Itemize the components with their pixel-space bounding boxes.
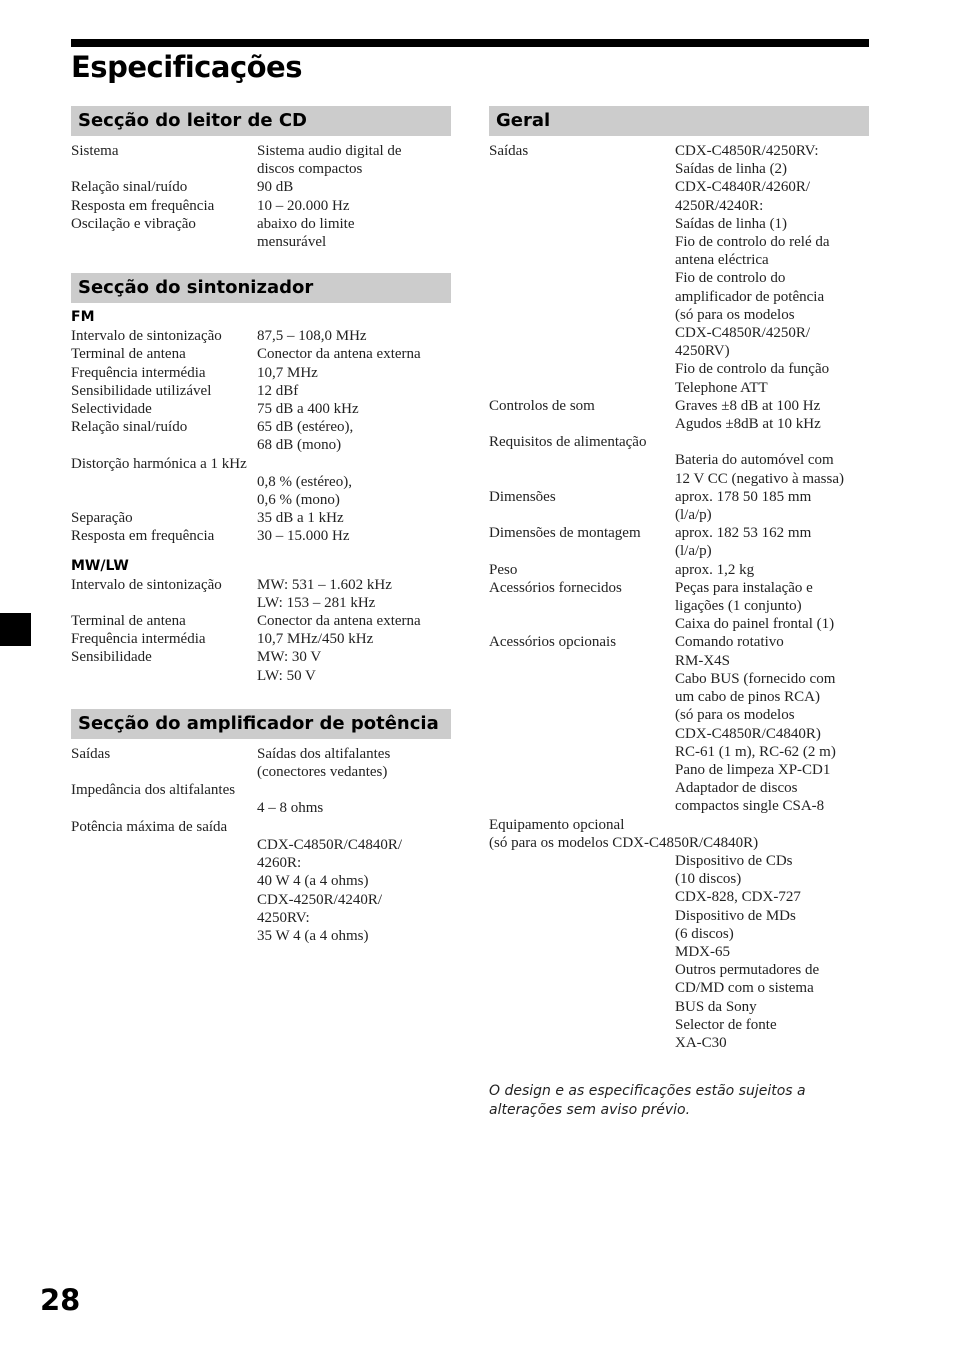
spec-label: Frequência intermédia [71,631,206,648]
top-rule [71,39,869,47]
spec-row [489,834,869,852]
spec-row [71,142,451,178]
section-cd-title: Secção do leitor de CD [71,106,451,136]
spec-row [489,488,869,524]
spec-label: Impedância dos altifalantes [71,782,236,799]
spec-value: 90 dB [257,179,294,196]
spec-row [71,818,451,836]
spec-value: 87,5 – 108,0 MHz [257,328,367,345]
disclaimer-note: O design e as especificações estão sujeitos a alterações sem aviso prévio. [489,1083,806,1118]
spec-value [758,834,869,852]
spec-label [489,852,675,1052]
spec-label [71,473,257,509]
spec-value: abaixo do limite mensurável [257,215,355,251]
spec-value: Dispositivo de CDs (10 discos) CDX-828, CDX-727 Dispositivo de MDs (6 discos) MDX-65 Outros permutadores de CD/MD com o sistema BUS da Sony Selector de fonte XA-C30 [675,852,820,1051]
spec-row [489,451,869,487]
spec-value: 10,7 MHz [257,364,318,381]
spec-row [71,527,451,545]
spec-label: Intervalo de sintonização [71,576,222,593]
spec-row [71,382,451,400]
spec-row [489,633,869,815]
spec-label: Requisitos de alimentação [489,434,647,451]
spec-value [675,816,869,834]
spec-row [489,561,869,579]
spec-row [71,630,451,648]
mwlw-spec-list [71,576,451,685]
spec-row [489,524,869,560]
spec-label: Resposta em frequência [71,197,215,214]
fm-subheading: FM [71,309,95,326]
spec-row [71,418,451,454]
spec-label: Equipamento opcional [489,816,625,833]
mwlw-subheading: MW/LW [71,557,129,574]
spec-value: 10,7 MHz/450 kHz [257,631,374,648]
spec-row [71,509,451,527]
spec-label: Oscilação e vibração [71,215,196,232]
spec-value: 65 dB (estéreo), 68 dB (mono) [257,419,354,454]
spec-value [675,433,869,451]
spec-value: 12 dBf [257,382,299,399]
spec-label: Potência máxima de saída [71,818,228,835]
spec-label: (só para os modelos CDX-C4850R/C4840R) [489,834,759,851]
spec-row [489,579,869,634]
page-number: 28 [40,1283,81,1317]
spec-row [71,836,451,945]
spec-row [71,455,451,473]
chapter-tab-marker [0,613,31,646]
spec-row [71,197,451,215]
spec-row [71,327,451,345]
spec-row [489,852,869,1052]
spec-value: CDX-C4850R/4250RV: Saídas de linha (2) CDX-C4840R/4260R/ 4250R/4240R: Saídas de linha (1) Fio de controlo do relé da antena eléctrica Fio de controlo do amplificador de potência (só para os modelos CDX-C4850R/4250R/ 4250RV) Fio de controlo da função Telephone ATT [675,143,830,396]
spec-label: Resposta em frequência [71,528,215,545]
spec-label: Frequência intermédia [71,364,206,381]
spec-row [489,433,869,451]
spec-value: Sistema audio digital de discos compactos [257,143,402,178]
spec-value: 75 dB a 400 kHz [257,401,359,418]
spec-row [71,781,451,799]
spec-row [71,178,451,196]
left-column [71,106,451,945]
spec-value [257,781,451,799]
spec-value: 4 – 8 ohms [257,800,324,817]
spec-label: Separação [71,510,133,527]
spec-row [71,364,451,382]
page-title: Especificações [71,50,302,84]
spec-value: Conector da antena externa [257,613,421,630]
spec-row [71,745,451,781]
spec-label: Dimensões [489,488,556,505]
spec-value: aprox. 182 53 162 mm (l/a/p) [675,525,812,560]
spec-value: aprox. 178 50 185 mm (l/a/p) [675,488,812,524]
spec-row [489,816,869,834]
spec-label [489,451,675,487]
spec-value: MW: 30 V LW: 50 V [257,649,322,684]
spec-label: Sensibilidade utilizável [71,382,212,399]
spec-row [489,397,869,433]
spec-label: Terminal de antena [71,346,186,363]
spec-value: 35 dB a 1 kHz [257,510,344,527]
spec-label: Distorção harmónica a 1 kHz [71,455,247,472]
spec-row [71,215,451,251]
spec-label: Relação sinal/ruído [71,419,188,436]
spec-label: Terminal de antena [71,613,186,630]
spec-row [71,400,451,418]
spec-row [71,648,451,684]
spec-label: Controlos de som [489,397,595,414]
spec-label: Saídas [489,143,529,159]
spec-label: Peso [489,561,518,578]
spec-row [71,345,451,363]
spec-label: Selectividade [71,401,152,418]
spec-value: MW: 531 – 1.602 kHz LW: 153 – 281 kHz [257,576,392,611]
spec-value: Conector da antena externa [257,346,421,363]
section-tuner-title: Secção do sintonizador [71,273,451,303]
spec-label: Relação sinal/ruído [71,179,188,196]
right-column [489,106,869,1052]
spec-label: Sistema [71,143,119,159]
spec-value: 0,8 % (estéreo), 0,6 % (mono) [257,473,352,509]
spec-label [71,836,257,945]
spec-label [71,799,257,817]
spec-value: Graves ±8 dB at 100 Hz Agudos ±8dB at 10 kHz [675,397,821,433]
spec-row [71,612,451,630]
general-spec-list [489,142,869,1052]
spec-value: aprox. 1,2 kg [675,561,755,578]
fm-spec-list [71,327,451,545]
spec-row [71,473,451,509]
spec-value [257,455,451,473]
spec-value: CDX-C4850R/C4840R/ 4260R: 40 W 4 (a 4 ohms) CDX-4250R/4240R/ 4250RV: 35 W 4 (a 4 ohms) [257,836,403,944]
spec-row [71,799,451,817]
spec-label: Saídas [71,745,111,762]
spec-label: Intervalo de sintonização [71,328,222,345]
amp-spec-list [71,745,451,945]
spec-value: Saídas dos altifalantes (conectores vedantes) [257,745,391,781]
spec-label: Acessórios opcionais [489,634,617,651]
spec-value: 30 – 15.000 Hz [257,528,350,545]
spec-value [257,818,451,836]
spec-row [489,142,869,397]
spec-value: Bateria do automóvel com 12 V CC (negativo à massa) [675,452,845,487]
spec-label: Acessórios fornecidos [489,579,622,596]
spec-label: Sensibilidade [71,649,152,666]
section-general-title: Geral [489,106,869,136]
section-amp-title: Secção do amplificador de potência [71,709,451,739]
spec-value: 10 – 20.000 Hz [257,197,350,214]
spec-value: Comando rotativo RM-X4S Cabo BUS (fornecido com um cabo de pinos RCA) (só para os modelos CDX-C4850R/C4840R) RC-61 (1 m), RC-62 (2 m) Pano de limpeza XP-CD1 Adaptador de discos compactos single CSA-8 [675,634,836,815]
spec-label: Dimensões de montagem [489,525,641,542]
spec-value: Peças para instalação e ligações (1 conjunto) Caixa do painel frontal (1) [675,579,835,633]
spec-row [71,576,451,612]
cd-spec-list [71,142,451,251]
